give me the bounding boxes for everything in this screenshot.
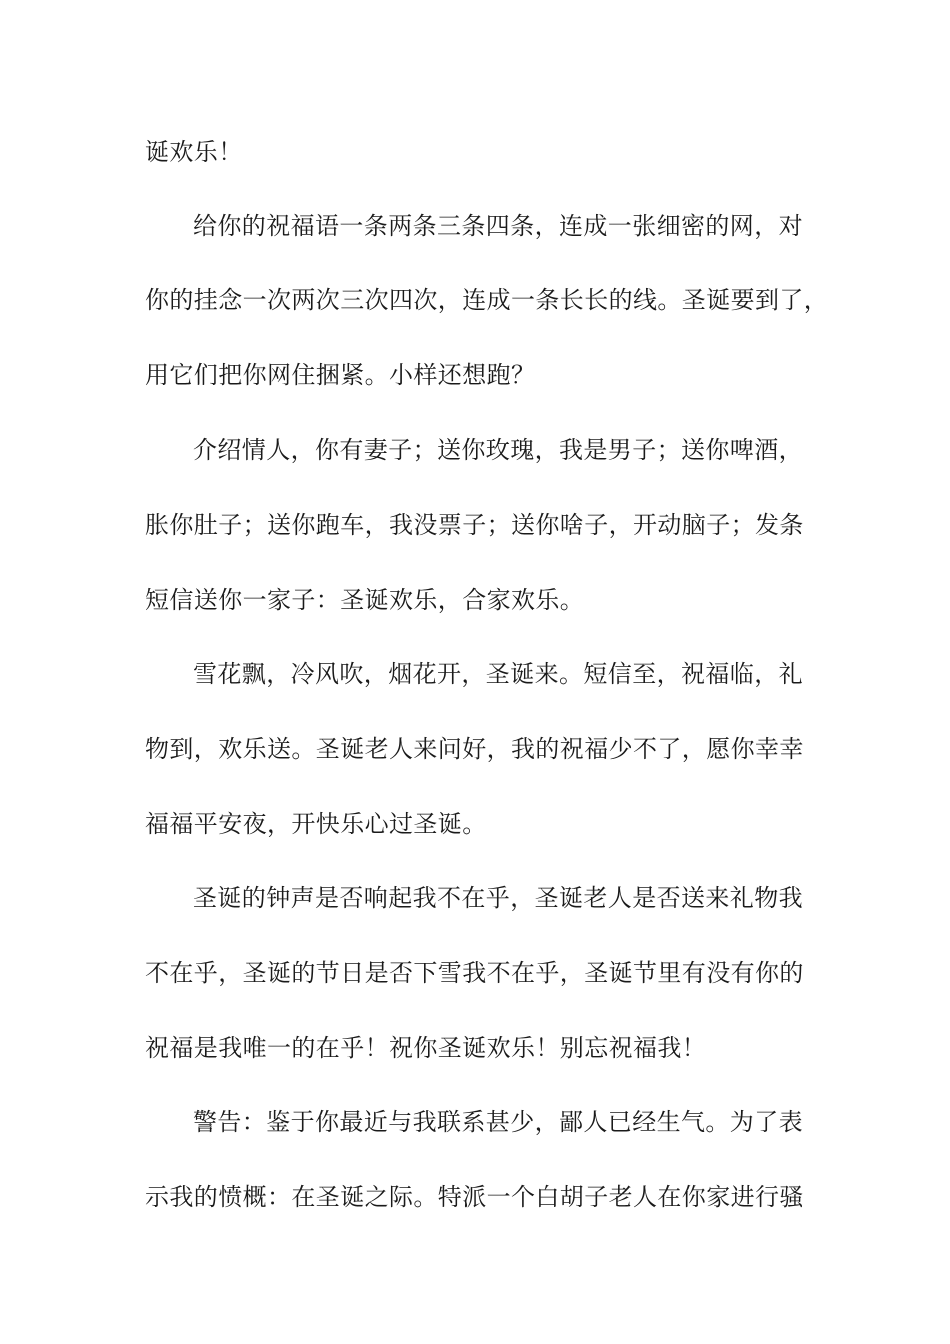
- paragraph-first-line: 雪花飘，冷风吹，烟花开，圣诞来。短信至，祝福临，礼: [193, 660, 803, 688]
- text-line: 祝福是我唯一的在乎！祝你圣诞欢乐！别忘祝福我！: [145, 1034, 707, 1062]
- text-line: 诞欢乐！: [145, 138, 243, 166]
- paragraph-first-line: 给你的祝福语一条两条三条四条，连成一张细密的网，对: [193, 212, 803, 240]
- text-line: 用它们把你网住捆紧。小样还想跑？: [145, 361, 536, 389]
- paragraph-first-line: 介绍情人，你有妻子；送你玫瑰，我是男子；送你啤酒，: [193, 436, 803, 464]
- text-line: 不在乎，圣诞的节日是否下雪我不在乎，圣诞节里有没有你的: [145, 959, 804, 987]
- text-line: 你的挂念一次两次三次四次，连成一条长长的线。圣诞要到了，: [145, 286, 829, 314]
- text-line: 物到，欢乐送。圣诞老人来问好，我的祝福少不了，愿你幸幸: [145, 735, 804, 763]
- paragraph-first-line: 警告：鉴于你最近与我联系甚少，鄙人已经生气。为了表: [193, 1108, 803, 1136]
- text-line: 福福平安夜，开快乐心过圣诞。: [145, 810, 487, 838]
- text-line: 短信送你一家子：圣诞欢乐，合家欢乐。: [145, 586, 585, 614]
- paragraph-first-line: 圣诞的钟声是否响起我不在乎，圣诞老人是否送来礼物我: [193, 884, 803, 912]
- text-line: 胀你肚子；送你跑车，我没票子；送你啥子，开动脑子；发条: [145, 511, 804, 539]
- text-line: 示我的愤概：在圣诞之际。特派一个白胡子老人在你家进行骚: [145, 1183, 804, 1211]
